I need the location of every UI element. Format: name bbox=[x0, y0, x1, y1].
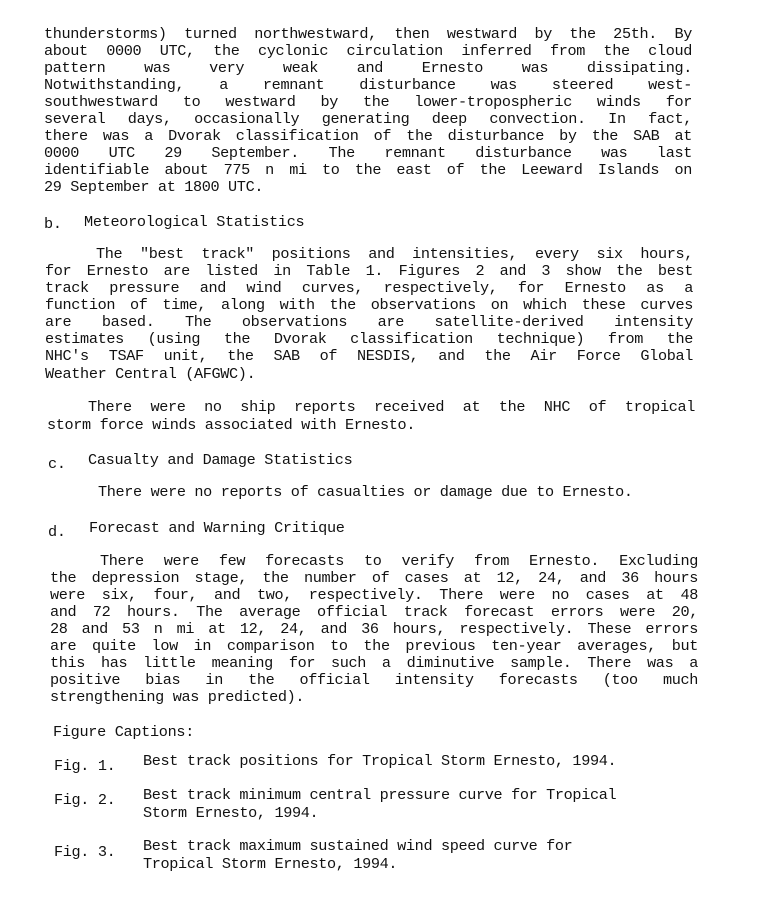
section-title: Casualty and Damage Statistics bbox=[88, 451, 353, 469]
text-line: are quite low in comparison to the previous ten-year averages, but bbox=[50, 637, 698, 655]
text-line: 28 and 53 n mi at 12, 24, and 36 hours, respectively. These errors bbox=[50, 620, 698, 638]
text-line: strengthening was predicted). bbox=[50, 688, 305, 706]
text-line: for Ernesto are listed in Table 1. Figures 2 and 3 show the best bbox=[45, 262, 693, 280]
text-line: there was a Dvorak classification of the disturbance by the SAB at bbox=[44, 127, 692, 145]
figure-caption-text: Tropical Storm Ernesto, 1994. bbox=[143, 855, 398, 873]
figure-label: Fig. 1. bbox=[54, 757, 116, 775]
figure-label: Fig. 2. bbox=[54, 791, 116, 809]
text-line: function of time, along with the observations on which these curves bbox=[45, 296, 693, 314]
text-line: estimates (using the Dvorak classification technique) from the bbox=[45, 330, 693, 348]
text-line: and 72 hours. The average official track forecast errors were 20, bbox=[50, 603, 698, 621]
figure-caption-text: Best track maximum sustained wind speed curve for bbox=[143, 837, 573, 855]
text-line: about 0000 UTC, the cyclonic circulation inferred from the cloud bbox=[44, 42, 692, 60]
figure-captions-heading: Figure Captions: bbox=[53, 723, 195, 741]
text-line: 0000 UTC 29 September. The remnant disturbance was last bbox=[44, 144, 692, 162]
text-line: southwestward to westward by the lower-tropospheric winds for bbox=[44, 93, 692, 111]
text-line: are based. The observations are satellite-derived intensity bbox=[45, 313, 693, 331]
text-line: NHC's TSAF unit, the SAB of NESDIS, and the Air Force Global bbox=[45, 347, 693, 365]
text-line: Notwithstanding, a remnant disturbance was steered west- bbox=[44, 76, 692, 94]
text-line: storm force winds associated with Ernesto. bbox=[47, 416, 416, 434]
figure-caption-text: Best track positions for Tropical Storm Ernesto, 1994. bbox=[143, 752, 617, 770]
text-line: pattern was very weak and Ernesto was dissipating. bbox=[44, 59, 692, 77]
text-line: identifiable about 775 n mi to the east of the Leeward Islands on bbox=[44, 161, 692, 179]
section-title: Meteorological Statistics bbox=[84, 213, 305, 231]
section-title: Forecast and Warning Critique bbox=[89, 519, 345, 537]
text-line: thunderstorms) turned northwestward, then westward by the 25th. By bbox=[44, 25, 692, 43]
text-line: the depression stage, the number of cases at 12, 24, and 36 hours bbox=[50, 569, 698, 587]
text-line: There were no ship reports received at the NHC of tropical bbox=[88, 398, 695, 416]
section-letter: d. bbox=[48, 523, 66, 541]
text-line: There were no reports of casualties or damage due to Ernesto. bbox=[98, 483, 633, 501]
text-line: several days, occasionally generating deep convection. In fact, bbox=[44, 110, 692, 128]
figure-caption-text: Storm Ernesto, 1994. bbox=[143, 804, 319, 822]
figure-label: Fig. 3. bbox=[54, 843, 116, 861]
text-line: track pressure and wind curves, respectively, for Ernesto as a bbox=[45, 279, 693, 297]
section-letter: c. bbox=[48, 455, 66, 473]
text-line: positive bias in the official intensity forecasts (too much bbox=[50, 671, 698, 689]
section-letter: b. bbox=[44, 215, 62, 233]
text-line: were six, four, and two, respectively. There were no cases at 48 bbox=[50, 586, 698, 604]
text-line: There were few forecasts to verify from Ernesto. Excluding bbox=[100, 552, 698, 570]
figure-caption-text: Best track minimum central pressure curve for Tropical bbox=[143, 786, 617, 804]
text-line: Weather Central (AFGWC). bbox=[45, 365, 256, 383]
text-line: this has little meaning for such a diminutive sample. There was a bbox=[50, 654, 698, 672]
text-line: The "best track" positions and intensities, every six hours, bbox=[96, 245, 693, 263]
text-line: 29 September at 1800 UTC. bbox=[44, 178, 264, 196]
